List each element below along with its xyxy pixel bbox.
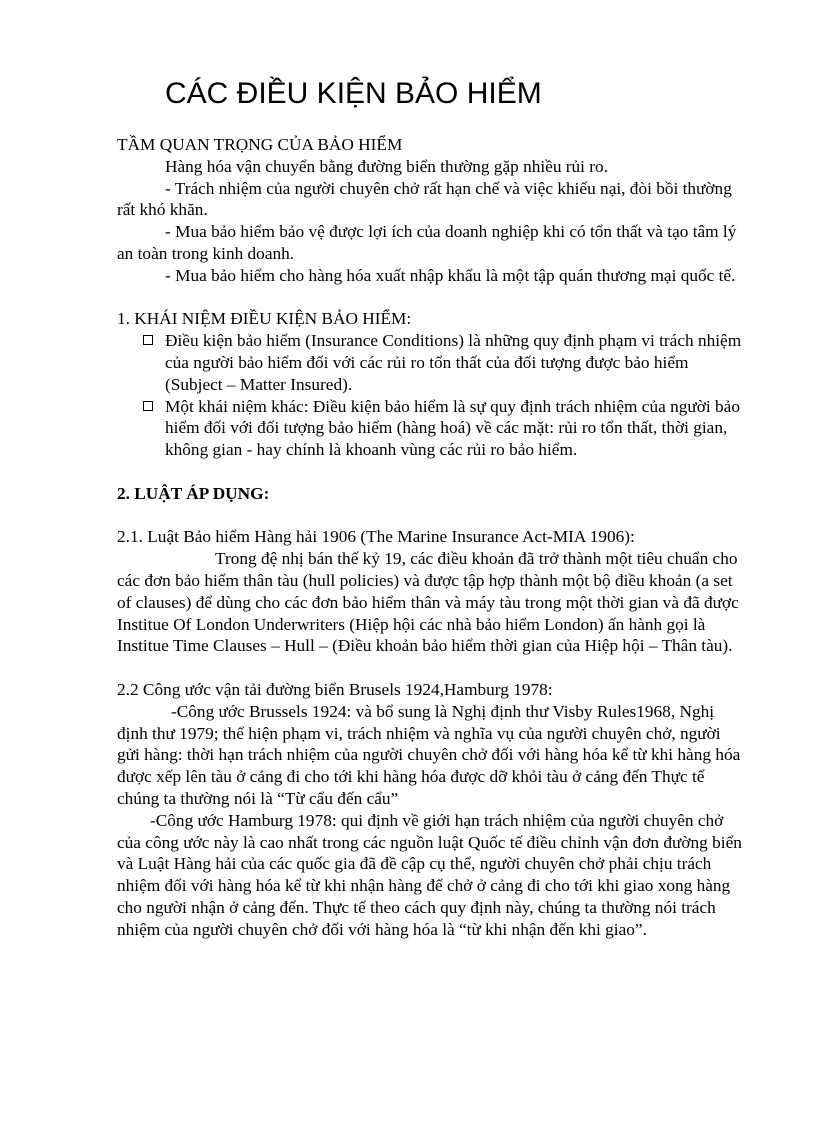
checkbox-square-icon	[143, 401, 153, 411]
document-title: CÁC ĐIỀU KIỆN BẢO HIỂM	[165, 77, 542, 110]
spacer	[117, 505, 747, 527]
subsection-2-2-heading: 2.2 Công ước vận tải đường biển Brusels 1924,Hamburg 1978:	[117, 679, 553, 699]
importance-line: - Mua bảo hiểm bảo vệ được lợi ích của doanh nghiệp khi có tổn thất và tạo tâm lý an toàn trong kinh doanh.	[117, 222, 737, 263]
section1-heading: 1. KHÁI NIỆM ĐIỀU KIỆN BẢO HIỂM:	[117, 309, 412, 329]
definition-item	[165, 330, 747, 395]
definition-list	[117, 330, 747, 461]
definition-item	[165, 396, 747, 461]
spacer	[117, 461, 747, 483]
spacer	[117, 657, 747, 679]
definition-text: Điều kiện bảo hiểm (Insurance Conditions) là những quy định phạm vi trách nhiệm của người bảo hiểm đối với các rủi ro tổn thất của đối tượng được bảo hiểm (Subject – Matter Insured).	[165, 331, 742, 394]
subsection-2-1-heading: 2.1. Luật Bảo hiểm Hàng hải 1906 (The Marine Insurance Act-MIA 1906):	[117, 527, 635, 547]
subsection-2-1-body: Trong đệ nhị bán thế kỷ 19, các điều khoản đã trở thành một tiêu chuẩn cho các đơn bảo hiểm thân tàu (hull policies) và được tập hợp thành một bộ điều khoản (a set of clauses) để dùng cho các đơn bảo hiểm thân và máy tàu trong một thời gian và đã được Institue Of London Underwriters (Hiệp hội các nhà bảo hiểm London) ấn hành gọi là Institue Time Clauses – Hull – (Điều khoản bảo hiểm thời gian của Hiệp hội – Thân tàu).	[117, 549, 739, 656]
brussels-paragraph: -Công ước Brussels 1924: và bổ sung là Nghị định thư Visby Rules1968, Nghị định thư 1979; thể hiện phạm vi, trách nhiệm và nghĩa vụ của người chuyên chở, người gửi hàng: thời hạn trách nhiệm của người chuyên chở đối với hàng hóa kể từ khi hàng hóa được xếp lên tàu ở cảng đi cho tới khi hàng hóa được dỡ khỏi tàu ở cảng đến Thực tế chúng ta thường nói là “Từ cẩu đến cẩu”	[117, 701, 741, 808]
spacer	[117, 287, 747, 309]
importance-heading: TẦM QUAN TRỌNG CỦA BẢO HIỂM	[117, 135, 403, 154]
definition-text: Một khái niệm khác: Điều kiện bảo hiểm là sự quy định trách nhiệm của người bảo hiểm đối với đối tượng bảo hiểm (hàng hoá) về các mặt: rủi ro tổn thất, thời gian, không gian - hay chính là khoanh vùng các rủi ro bảo hiểm.	[165, 396, 740, 460]
importance-line: - Mua bảo hiểm cho hàng hóa xuất nhập khẩu là một tập quán thương mại quốc tế.	[165, 265, 736, 285]
importance-line: Hàng hóa vận chuyển bằng đường biển thường gặp nhiều rủi ro.	[165, 156, 609, 176]
importance-line: - Trách nhiệm của người chuyên chở rất hạn chế và việc khiếu nại, đòi bồi thường rất khó khăn.	[117, 178, 732, 220]
hamburg-paragraph: -Công ước Hamburg 1978: qui định về giới hạn trách nhiệm của người chuyên chở của công ước này là cao nhất trong các nguồn luật Quốc tế điều chỉnh vận đơn đường biển và Luật Hàng hải của các quốc gia đã đề cập cụ thể, người chuyên chở phải chịu trách nhiệm đối với hàng hóa kể từ khi nhận hàng để chở ở cảng đi cho tới khi giao xong hàng cho người nhận ở cảng đến. Thực tế theo cách quy định này, chúng ta thường nói trách nhiệm của người chuyên chở đối với hàng hóa là “từ khi nhận đến khi giao”.	[117, 810, 742, 939]
checkbox-square-icon	[143, 335, 153, 345]
document-body	[117, 76, 747, 940]
section2-heading: 2. LUẬT ÁP DỤNG:	[117, 483, 270, 503]
